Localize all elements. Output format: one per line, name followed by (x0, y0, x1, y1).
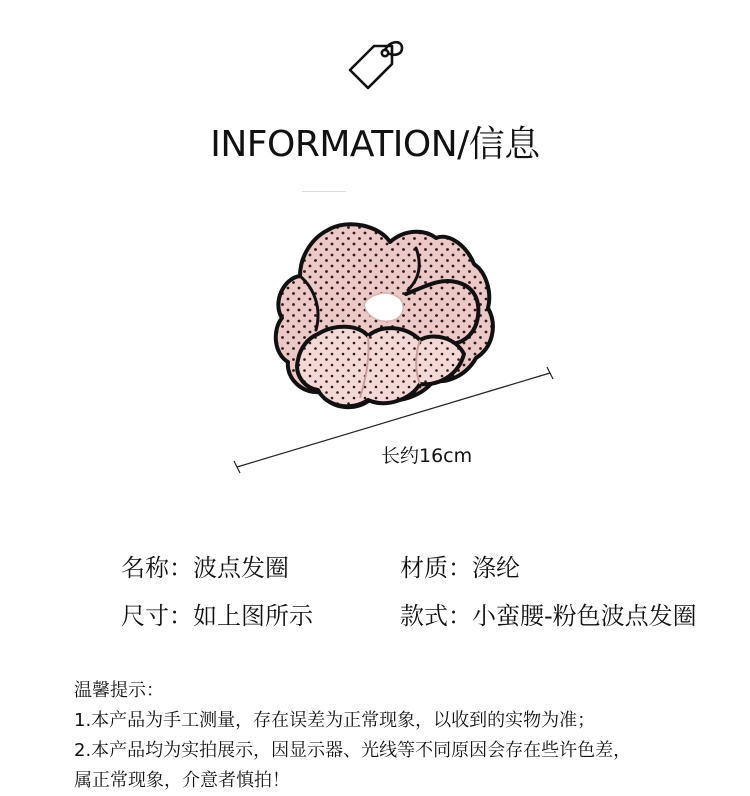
spec-key: 款式： (400, 602, 472, 630)
product-image (230, 208, 560, 478)
notice-heading: 温馨提示： (74, 680, 164, 701)
spec-value: 波点发圈 (193, 554, 289, 582)
notice-block (74, 676, 734, 796)
spec-key: 材质： (400, 554, 472, 582)
spec-material (400, 548, 520, 583)
spec-key: 尺寸： (121, 602, 193, 630)
spec-key: 名称： (121, 554, 193, 582)
page-title: INFORMATION/信息 (210, 124, 540, 165)
spec-value: 小蛮腰-粉色波点发圈 (472, 602, 697, 630)
notice-line: 1.本产品为手工测量，存在误差为正常现象，以收到的实物为准； (74, 710, 596, 731)
title-divider (302, 191, 346, 192)
spec-value: 如上图所示 (193, 602, 313, 630)
notice-line: 2.本产品均为实拍展示，因显示器、光线等不同原因会存在些许色差， (74, 740, 632, 761)
length-label: 长约16cm (381, 445, 473, 467)
spec-size (121, 596, 313, 631)
notice-line: 属正常现象，介意者慎拍！ (74, 770, 290, 791)
price-tag-icon (344, 36, 408, 98)
spec-style (400, 596, 697, 631)
spec-value: 涤纶 (472, 554, 520, 582)
spec-name (121, 548, 289, 583)
